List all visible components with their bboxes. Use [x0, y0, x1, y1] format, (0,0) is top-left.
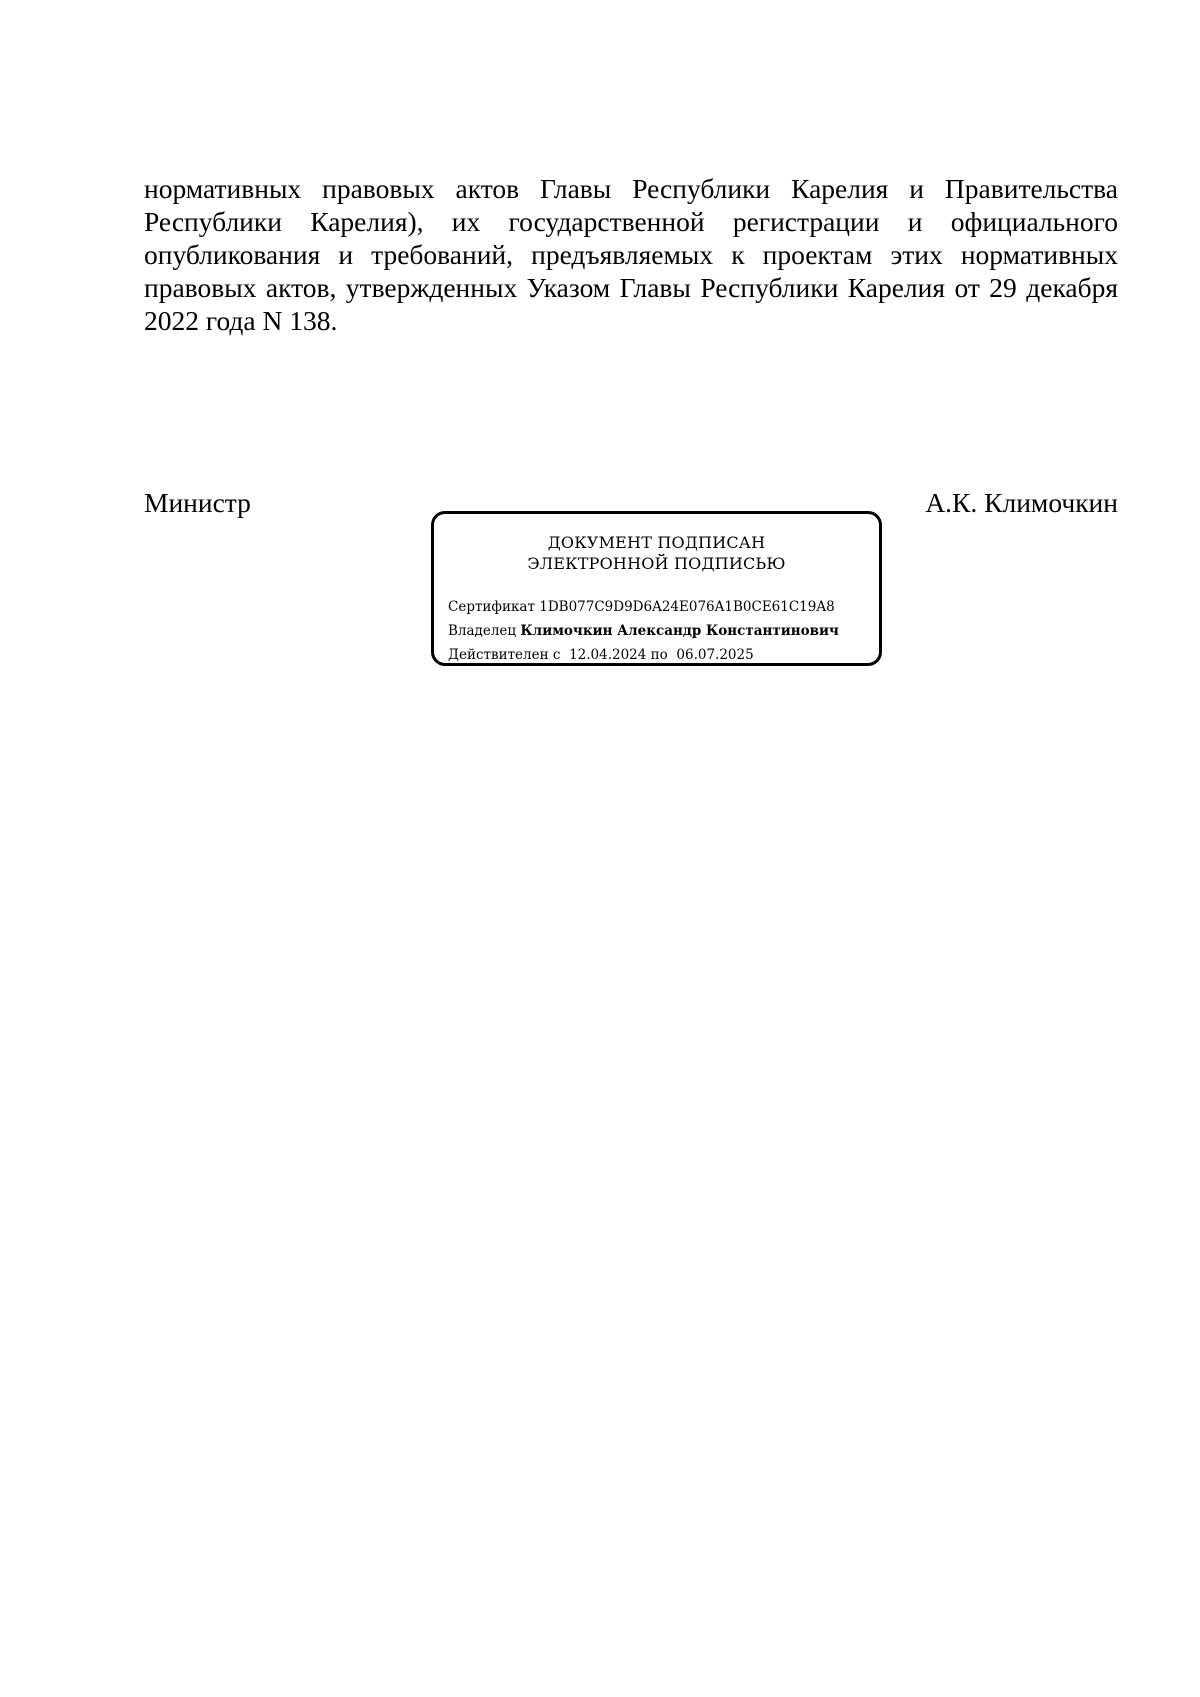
paragraph-line: опубликования и требований, предъявляемых к проектам этих нормативных — [144, 239, 1118, 270]
position-title: Министр — [144, 487, 251, 518]
paragraph-line: Республики Карелия), их государственной регистрации и официального — [144, 206, 1118, 237]
electronic-signature-stamp — [431, 511, 882, 666]
valid-to: 06.07.2025 — [676, 647, 754, 663]
owner-value: Климочкин Александр Константинович — [520, 623, 839, 639]
certificate-label: Сертификат — [448, 599, 535, 615]
signer-name: А.К. Климочкин — [925, 487, 1118, 518]
owner-row — [448, 619, 839, 643]
validity-row — [448, 643, 839, 667]
stamp-heading-line: ЭЛЕКТРОННОЙ ПОДПИСЬЮ — [527, 554, 786, 573]
stamp-details — [448, 595, 839, 667]
body-paragraph — [144, 172, 1118, 337]
certificate-row — [448, 595, 839, 619]
valid-to-label: по — [650, 647, 668, 663]
paragraph-line: правовых актов, утвержденных Указом Главы Республики Карелия от 29 декабря — [144, 272, 1118, 303]
paragraph-line: нормативных правовых актов Главы Республики Карелия и Правительства — [144, 173, 1118, 204]
stamp-heading-line: ДОКУМЕНТ ПОДПИСАН — [547, 533, 766, 552]
certificate-value: 1DB077C9D9D6A24E076A1B0CE61C19A8 — [539, 599, 835, 615]
valid-from: 12.04.2024 — [569, 647, 647, 663]
owner-label: Владелец — [448, 623, 517, 639]
stamp-heading — [434, 532, 879, 574]
paragraph-line: 2022 года N 138. — [144, 305, 338, 336]
valid-label: Действителен с — [448, 647, 561, 663]
